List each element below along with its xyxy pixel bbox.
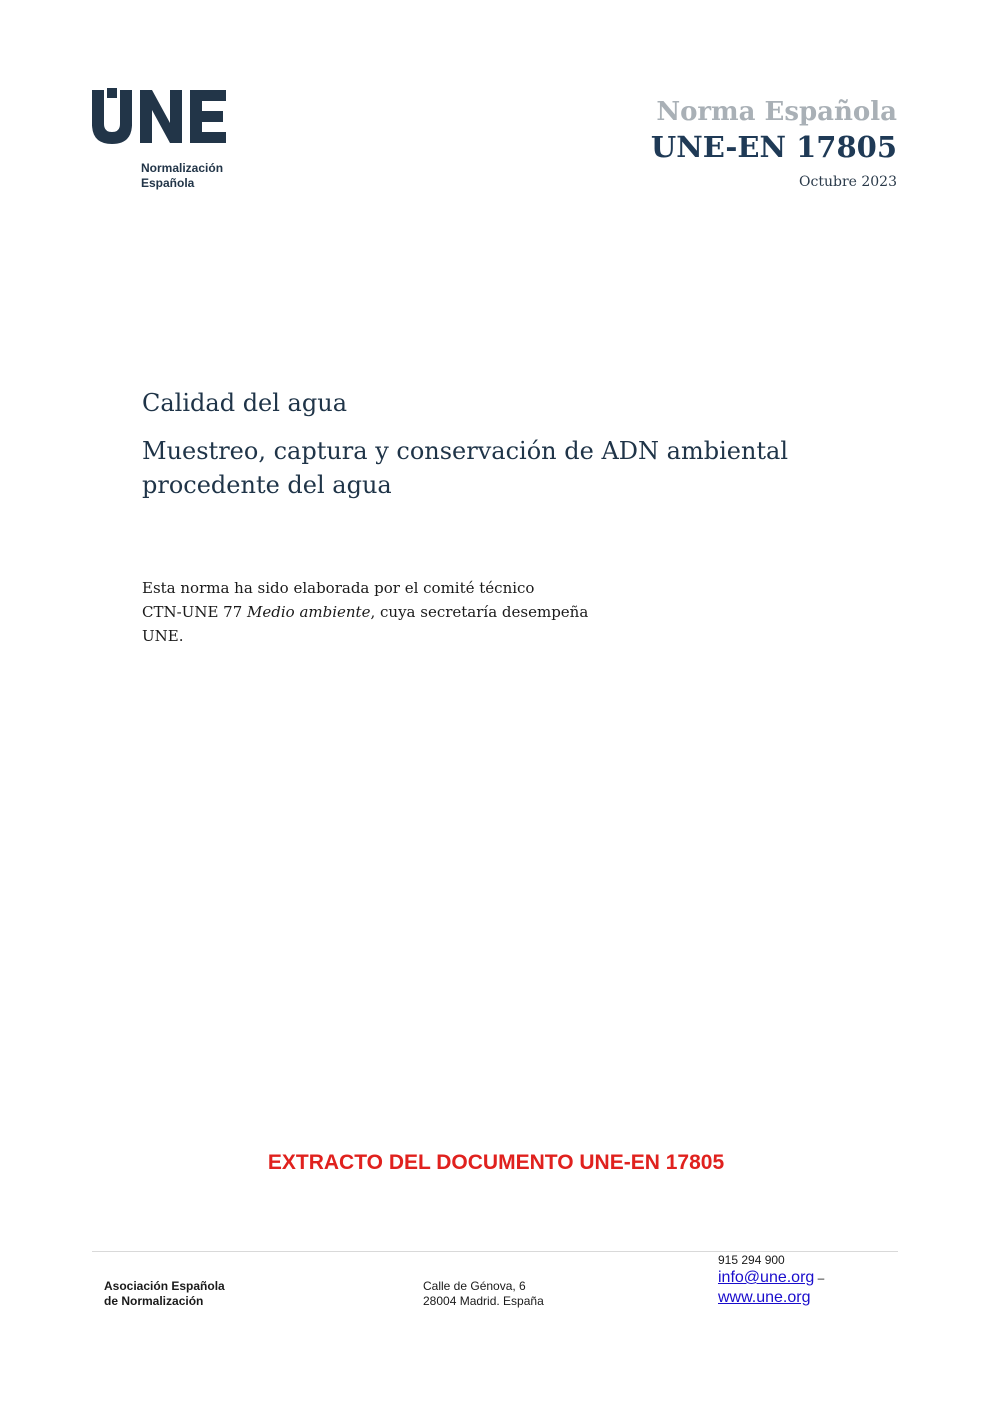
footer-contact [718, 1253, 824, 1308]
une-logo [92, 88, 252, 190]
logo-subtitle [141, 161, 223, 191]
footer-address [423, 1279, 544, 1309]
committee-line2 [142, 600, 662, 624]
standard-header [651, 96, 897, 190]
document-subtitle: Muestreo, captura y conservación de ADN ambiental procedente del agua [142, 437, 789, 499]
une-logo-wordmark-icon [92, 88, 228, 144]
footer-email-line [718, 1268, 824, 1288]
footer-address-line2: 28004 Madrid. España [423, 1294, 544, 1308]
committee-line1: Esta norma ha sido elaborada por el comité técnico [142, 579, 535, 597]
standard-code: UNE-EN 17805 [650, 130, 897, 164]
publication-date: Octubre 2023 [799, 174, 897, 190]
footer-divider [92, 1251, 898, 1252]
extract-notice: EXTRACTO DEL DOCUMENTO UNE-EN 17805 [267, 1151, 725, 1174]
standard-type-label: Norma Española [656, 97, 897, 127]
committee-line2-suffix: , cuya secretaría desempeña [370, 603, 589, 621]
footer-organization [104, 1279, 225, 1309]
website-link[interactable]: www.une.org [718, 1289, 811, 1306]
committee-code: CTN-UNE 77 [142, 603, 248, 621]
document-title: Calidad del agua [142, 389, 347, 417]
footer-address-line1: Calle de Génova, 6 [423, 1279, 526, 1293]
document-title-block [142, 386, 842, 502]
footer-phone: 915 294 900 [718, 1253, 785, 1267]
footer-separator: – [814, 1271, 825, 1285]
footer-org-line2: de Normalización [104, 1294, 204, 1308]
email-link[interactable]: info@une.org [718, 1269, 815, 1286]
footer-org-line1: Asociación Española [104, 1279, 225, 1293]
committee-line3: UNE. [142, 627, 184, 645]
committee-name: Medio ambiente [247, 603, 371, 621]
committee-statement [142, 576, 662, 648]
logo-subtitle-line1: Normalización [141, 161, 224, 175]
footer-website-line [718, 1288, 824, 1308]
logo-subtitle-line2: Española [141, 176, 195, 190]
